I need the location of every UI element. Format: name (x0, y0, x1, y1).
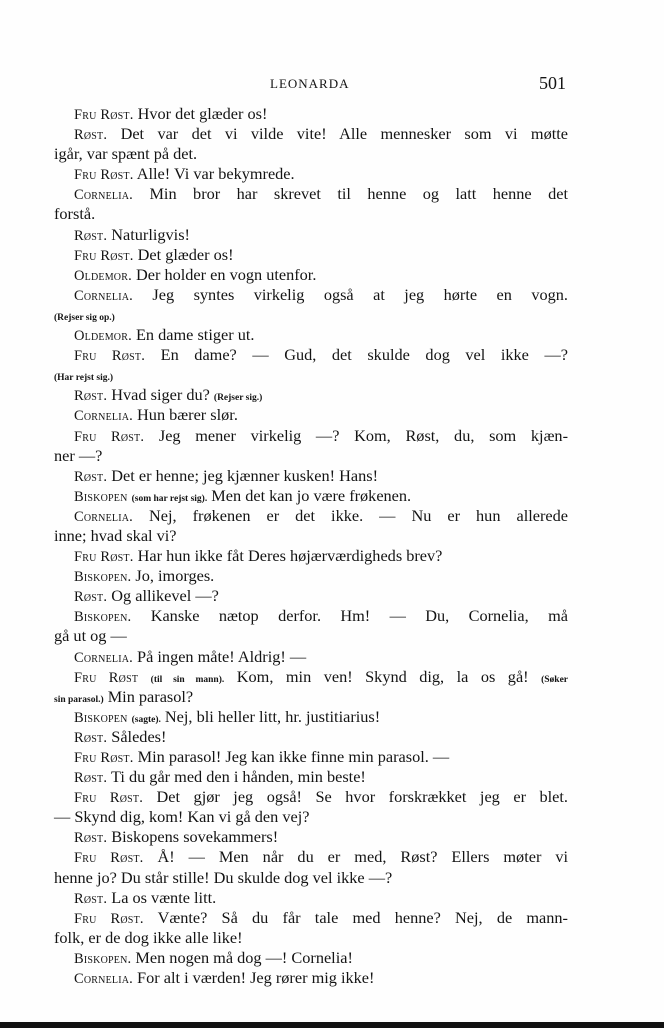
text-line (54, 928, 568, 948)
dialogue-text: Har hun ikke fåt Deres højærværdigheds brev? (133, 546, 443, 566)
dialogue-text: Der holder en vogn utenfor. (131, 264, 317, 284)
speaker-name: Cornelia. (74, 287, 133, 304)
text-line (54, 606, 568, 626)
text-line (54, 908, 568, 928)
dialogue-text: En dame stiger ut. (131, 325, 255, 345)
text-line (54, 948, 568, 968)
speaker-name: Biskopen. (74, 609, 132, 626)
text-line (54, 827, 568, 847)
text-line (54, 124, 568, 144)
dialogue-text: Kanske nætop derfor. Hm! — Du, Cornelia, må (131, 606, 568, 626)
text-line (54, 687, 568, 707)
text-line (54, 345, 568, 365)
dialogue-text: Hvad siger du? (107, 385, 214, 405)
dialogue-text: Alle! Vi var bekymrede. (133, 164, 295, 184)
text-line (54, 225, 568, 245)
stage-direction: (Søker (541, 674, 569, 685)
speaker-name: Fru Røst. (74, 549, 134, 566)
text-line (54, 285, 568, 305)
speaker-name: Cornelia. (74, 408, 133, 425)
dialogue-text: Det var det vi vilde vite! Alle mennesker som vi møtte (107, 124, 568, 144)
text-line (54, 647, 568, 667)
text-line (54, 727, 568, 747)
dialogue-text: En dame? — Gud, det skulde dog vel ikke —? (145, 345, 568, 365)
dialogue-text: forstå. (54, 204, 96, 224)
speaker-name: Cornelia. (74, 649, 133, 666)
dialogue-text: Hvor det glæder os! (133, 104, 268, 123)
dialogue-text: — Skynd dig, kom! Kan vi gå den vej? (54, 807, 310, 827)
speaker-name: Fru Røst. (74, 750, 134, 766)
dialogue-text: ner —? (54, 445, 103, 465)
dialogue-text: Men det kan jo være frøkenen. (207, 485, 412, 505)
dialogue-text: Min bror har skrevet til henne og latt henne det (132, 184, 568, 204)
text-line (54, 204, 568, 224)
speaker-name: Røst. (74, 830, 108, 847)
dialogue-text: folk, er de dog ikke alle like! (54, 927, 243, 947)
text-line (54, 888, 568, 908)
running-title: LEONARDA (270, 76, 350, 91)
dialogue-text: henne jo? Du står stille! Du skulde dog vel ikke —? (54, 867, 393, 887)
text-line (54, 747, 568, 767)
dialogue-text: Nej, frøkenen er det ikke. — Nu er hun allerede (132, 505, 568, 525)
text-line (54, 807, 568, 827)
speaker-name: Røst. (74, 770, 108, 787)
speaker-name: Røst. (74, 729, 108, 746)
dialogue-text: Kom, min ven! Skynd dig, la os gå! (224, 666, 542, 686)
dialogue-text: For alt i værden! Jeg rører mig ikke! (132, 968, 375, 988)
text-line (54, 385, 568, 405)
stage-direction: (Rejser sig op.) (54, 312, 115, 323)
stage-direction: (Rejser sig.) (213, 393, 263, 404)
speaker-name: Fru Røst. (74, 850, 144, 867)
dialogue-text: Hun bærer slør. (132, 405, 238, 425)
dialogue-text: Det er henne; jeg kjænner kusken! Hans! (107, 465, 379, 485)
text-line (54, 486, 568, 506)
dialogue-text (138, 667, 151, 686)
page-bottom-edge (0, 1022, 664, 1028)
speaker-name: Biskopen (74, 709, 128, 726)
dialogue-text: Biskopens sovekammers! (107, 827, 279, 847)
speaker-name: Cornelia. (74, 971, 133, 988)
speaker-name: Fru Røst. (74, 428, 145, 445)
speaker-name: Fru Røst. (74, 348, 146, 365)
text-line (54, 868, 568, 888)
text-line (54, 506, 568, 526)
text-line (54, 767, 568, 787)
dialogue-text: Min parasol? (103, 686, 194, 706)
text-line (54, 405, 568, 425)
dialogue-text: Således! (107, 726, 167, 746)
speaker-name: Fru Røst. (74, 167, 134, 184)
dialogue-text: Men nogen må dog —! Cornelia! (131, 947, 353, 967)
speaker-name: Oldemor. (74, 328, 132, 345)
stage-direction: (sagte). (131, 714, 161, 725)
page-number: 501 (539, 73, 566, 93)
text-line (54, 466, 568, 486)
dialogue-text: inne; hvad skal vi? (54, 525, 177, 545)
text-line (54, 526, 568, 546)
text-line (54, 144, 568, 164)
stage-direction: (som har rejst sig). (131, 493, 208, 504)
text-line (54, 626, 568, 646)
dialogue-text: Og allikevel —? (107, 586, 219, 606)
speaker-name: Fru Røst (74, 669, 139, 686)
speaker-name: Cornelia. (74, 508, 133, 525)
text-line (54, 446, 568, 466)
text-line (54, 305, 568, 325)
speaker-name: Oldemor. (74, 267, 132, 284)
speaker-name: Biskopen (74, 488, 128, 505)
stage-direction: sin parasol.) (54, 694, 104, 705)
text-line (54, 365, 568, 385)
dialogue-text: gå ut og — (54, 626, 127, 646)
text-line (54, 546, 568, 566)
speaker-name: Fru Røst. (74, 910, 144, 927)
dialogue-text: Vænte? Så du får tale med henne? Nej, de mann- (143, 907, 568, 927)
text-line (54, 566, 568, 586)
text-line (54, 968, 568, 988)
dialogue-text: igår, var spænt på det. (54, 144, 198, 164)
text-line (54, 426, 568, 446)
speaker-name: Cornelia. (74, 187, 133, 204)
speaker-name: Røst. (74, 388, 108, 405)
text-line (54, 104, 568, 124)
dialogue-text: Jeg mener virkelig —? Kom, Røst, du, som kjæn- (144, 425, 568, 445)
speaker-name: Fru Røst. (74, 247, 134, 264)
speaker-name: Røst. (74, 127, 108, 144)
speaker-name: Biskopen. (74, 950, 132, 967)
page-header (0, 73, 664, 96)
dialogue-text: Min parasol! Jeg kan ikke finne min parasol. — (133, 747, 450, 766)
speaker-name: Fru Røst. (74, 107, 134, 123)
dialogue-text: På ingen måte! Aldrig! — (132, 646, 307, 666)
dialogue-text: Å! — Men når du er med, Røst? Ellers møter vi (143, 847, 568, 867)
text-line (54, 245, 568, 265)
speaker-name: Røst. (74, 589, 108, 606)
text-line (54, 787, 568, 807)
text-line (54, 847, 568, 867)
text-line (54, 586, 568, 606)
stage-direction: (Har rejst sig.) (54, 373, 114, 384)
text-line (54, 667, 568, 687)
dialogue-text: La os vænte litt. (107, 887, 217, 907)
speaker-name: Røst. (74, 890, 108, 907)
text-line (54, 707, 568, 727)
dialogue-text: Jeg syntes virkelig også at jeg hørte en vogn. (132, 284, 568, 304)
text-line (54, 265, 568, 285)
speaker-name: Røst. (74, 468, 108, 485)
text-line (54, 325, 568, 345)
dialogue-text: Nej, bli heller litt, hr. justitiarius! (160, 706, 381, 726)
stage-direction: (til sin mann). (150, 674, 225, 685)
dialogue-text: Det glæder os! (133, 244, 234, 264)
dialogue-text: Det gjør jeg også! Se hvor forskrækket jeg er blet. (143, 787, 568, 807)
text-line (54, 184, 568, 204)
speaker-name: Fru Røst. (74, 790, 144, 807)
text-line (54, 164, 568, 184)
dialogue-text: Naturligvis! (107, 224, 190, 244)
dialogue-text: Ti du går med den i hånden, min beste! (107, 767, 366, 787)
dialogue-text: Jo, imorges. (131, 566, 215, 586)
speaker-name: Røst. (74, 227, 108, 244)
speaker-name: Biskopen. (74, 569, 132, 586)
dialogue-text (54, 104, 568, 988)
